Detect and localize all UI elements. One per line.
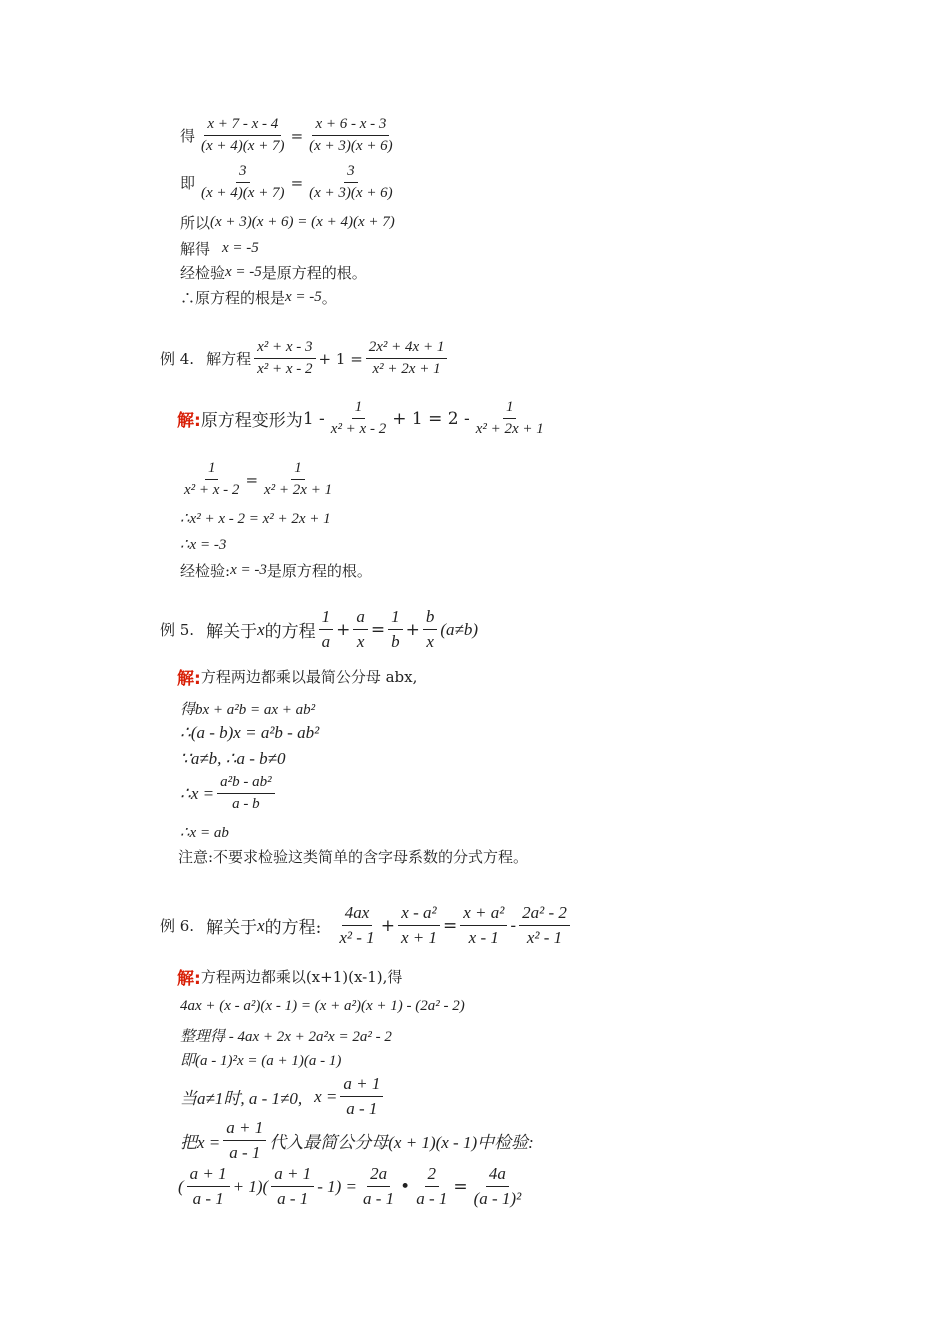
fraction: $\frac{\text{x² + x - 3}}{\text{x² + x - 2}}$ xyxy=(254,339,315,378)
ex4-title: 例 4. 解方程 $\frac{\text{x² + x - 3}}{\text{x² + x - 2}}$ + 1 = $\frac{\text{2x² + 4x + 1}}{\text{x² + 2x + 1}}$ xyxy=(160,339,450,378)
ex6-sol-line3: 即(a - 1)²x = (a + 1)(a - 1) xyxy=(180,1053,342,1069)
b1-line5: 经检验 x = -5 是原方程的根。 xyxy=(180,264,367,282)
fraction: $\frac{a + 1}{a - 1}$ xyxy=(340,1074,383,1119)
ex4-sol-line5: 经检验: x = -3 是原方程的根。 xyxy=(180,562,372,580)
ex5-title: 例 5. 解关于 x 的方程 $\frac{1}{a}$ + $\frac{a}{x}$ = $\frac{1}{b}$ + $\frac{b}{x}$ (a≠b) xyxy=(160,607,479,651)
fraction: $\frac{1}{a}$ xyxy=(319,607,334,652)
ex5-sol-line5: ∴x = ab xyxy=(180,825,229,841)
ex6-sol-line4: 当a≠1时, a - 1≠0, x = $\frac{a + 1}{a - 1}$ xyxy=(180,1074,386,1119)
b1-line4: 解得 x = -5 xyxy=(180,240,259,258)
ex5-label: 例 5. xyxy=(160,621,195,639)
fraction: $\frac{1}{b}$ xyxy=(388,607,403,652)
fraction: $\frac{a + 1}{a - 1}$ xyxy=(187,1164,230,1209)
ex5-sol-line4: ∴x = $\frac{\text{a²b - ab²}}{a - b}$ xyxy=(180,774,278,813)
fraction: $\frac{1}{\text{x² + x - 2}}$ xyxy=(330,399,387,437)
ex6-title: 例 6. 解关于 x 的方程: $\frac{4ax}{\text{x² - 1}}$ + $\frac{\text{x - a²}}{x + 1}$ = $\frac{\text{x + a²}}{x - 1}$ - $\frac{\text{2a² - 2}}{\text{x² - 1}}$ xyxy=(160,903,573,948)
fraction: $\frac{1}{\text{x² + x - 2}}$ xyxy=(184,460,240,498)
fraction: $\frac{x + 6 - x - 3}{(x + 3)(x + 6)}$ xyxy=(309,116,393,154)
ex6-sol-line5: 把x = $\frac{a + 1}{a - 1}$ 代入最简公分母(x + 1)(x - 1)中检验: xyxy=(180,1118,534,1162)
fraction: $\frac{a + 1}{a - 1}$ xyxy=(223,1118,266,1163)
fraction: $\frac{\text{2x² + 4x + 1}}{\text{x² + 2x + 1}}$ xyxy=(366,339,448,378)
ex4-sol-line1: 解: 原方程变形为 1 - $\frac{1}{\text{x² + x - 2}}$ + 1 = 2 - $\frac{1}{\text{x² + 2x + 1}}$ xyxy=(177,399,550,438)
ex6-sol-line0: 解: 方程两边都乘以(x+1)(x-1),得 xyxy=(177,964,402,989)
fraction: $\frac{\text{x + a²}}{x - 1}$ xyxy=(460,903,507,948)
fraction: $\frac{3}{(x + 4)(x + 7)}$ xyxy=(201,163,285,201)
b1-line1: 得 $\frac{x + 7 - x - 4}{(x + 4)(x + 7)}$ = $\frac{x + 6 - x - 3}{(x + 3)(x + 6)}$ xyxy=(180,116,399,155)
ex4-sol-line2: $\frac{1}{\text{x² + x - 2}}$ = $\frac{1}{\text{x² + 2x + 1}}$ xyxy=(178,460,338,499)
fraction: $\frac{\text{a²b - ab²}}{a - b}$ xyxy=(217,774,275,813)
fraction: $\frac{a}{x}$ xyxy=(353,607,368,652)
ex5-sol-line0: 解: 方程两边都乘以最简公分母 abx, xyxy=(177,664,417,689)
ex5-note: 注意:不要求检验这类简单的含字母系数的分式方程。 xyxy=(178,848,529,866)
b1-l1-prefix: 得 xyxy=(180,127,196,145)
fraction: $\frac{2a}{a - 1}$ xyxy=(362,1164,395,1208)
fraction: $\frac{2}{a - 1}$ xyxy=(416,1164,448,1208)
fraction: $\frac{3}{(x + 3)(x + 6)}$ xyxy=(309,163,393,201)
fraction: $\frac{1}{\text{x² + 2x + 1}}$ xyxy=(264,460,333,498)
fraction: $\frac{\text{2a² - 2}}{\text{x² - 1}}$ xyxy=(519,903,570,948)
solution-label: 解: xyxy=(177,411,201,431)
fraction: $\frac{1}{\text{x² + 2x + 1}}$ xyxy=(475,399,544,437)
fraction: $\frac{4a}{\text{(a - 1)²}}$ xyxy=(473,1164,522,1208)
ex6-label: 例 6. xyxy=(160,917,195,935)
ex5-sol-line1: 得bx + a²b = ax + ab² xyxy=(180,702,316,718)
b1-line3: 所以 (x + 3)(x + 6) = (x + 4)(x + 7) xyxy=(180,214,395,232)
b1-line6: ∴原方程的根是 x = -5 。 xyxy=(180,289,337,307)
fraction: $\frac{4ax}{\text{x² - 1}}$ xyxy=(339,903,375,947)
ex6-sol-line2: 整理得 - 4ax + 2x + 2a²x = 2a² - 2 xyxy=(180,1029,392,1045)
ex4-sol-line4: ∴x = -3 xyxy=(180,537,227,553)
ex5-sol-line3: ∵a≠b, ∴a - b≠0 xyxy=(180,749,286,768)
ex4-label: 例 4. xyxy=(160,350,195,368)
ex6-sol-line6: ( $\frac{a + 1}{a - 1}$ + 1)( $\frac{a + 1}{a - 1}$ - 1) = $\frac{2a}{a - 1}$ • $\frac{2}{a - 1}$ = $\frac{4a}{\text{(a - 1)²}}$ xyxy=(178,1164,527,1209)
ex5-sol-line2: ∴(a - b)x = a²b - ab² xyxy=(180,723,320,742)
ex6-sol-line1: 4ax + (x - a²)(x - 1) = (x + a²)(x + 1) - (2a² - 2) xyxy=(180,998,465,1014)
solution-label: 解: xyxy=(177,669,201,689)
fraction: $\frac{a + 1}{a - 1}$ xyxy=(271,1164,314,1209)
ex4-sol-line3: ∴x² + x - 2 = x² + 2x + 1 xyxy=(180,511,331,527)
fraction: $\frac{b}{x}$ xyxy=(423,607,438,652)
solution-label: 解: xyxy=(177,969,201,989)
fraction: $\frac{\text{x - a²}}{x + 1}$ xyxy=(398,903,440,948)
fraction: $\frac{x + 7 - x - 4}{(x + 4)(x + 7)}$ xyxy=(201,116,285,154)
b1-line2: 即 $\frac{3}{(x + 4)(x + 7)}$ = $\frac{3}{(x + 3)(x + 6)}$ xyxy=(180,163,399,202)
